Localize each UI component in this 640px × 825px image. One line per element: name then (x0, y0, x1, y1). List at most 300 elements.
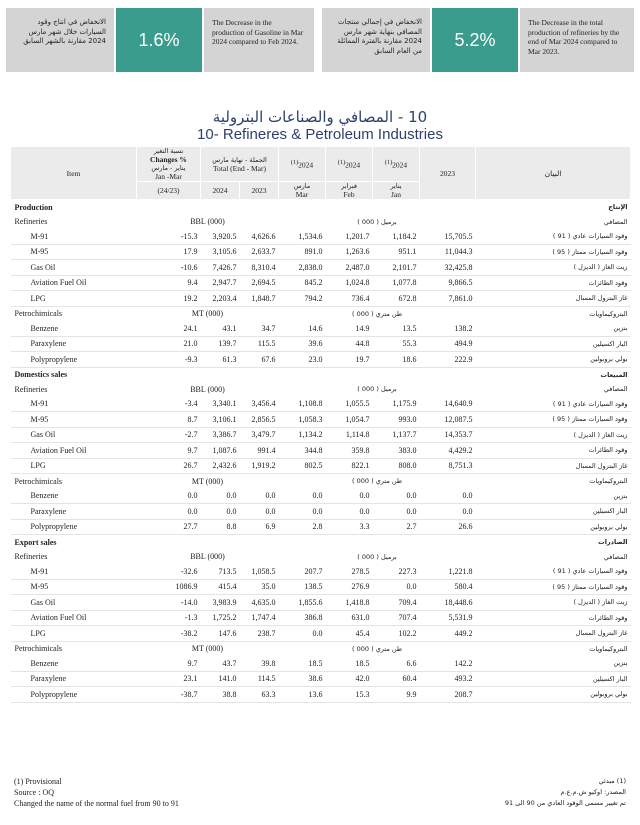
row-value: 238.7 (240, 626, 279, 642)
row-label-arabic: البار اكسيلين (476, 336, 631, 352)
row-value: 1,108.8 (279, 397, 326, 412)
group-row (11, 306, 631, 321)
table-row (11, 595, 631, 611)
group-title: Petrochimicals (14, 309, 63, 319)
row-value: 1,024.8 (326, 275, 373, 291)
row-value: 0.0 (326, 489, 373, 504)
row-value: 17.9 (137, 244, 201, 260)
row-label: Polypropylene (11, 687, 137, 703)
row-value: 147.6 (201, 626, 240, 642)
row-value: 4,626.6 (240, 229, 279, 244)
row-label: Polypropylene (11, 352, 137, 368)
group-unit-arabic: طن متري ( 000 ) (352, 309, 403, 318)
row-value: 9.7 (137, 656, 201, 671)
row-value: 142.2 (420, 656, 476, 671)
header-total-2023: 2023 (240, 182, 279, 200)
row-value: 13.5 (373, 321, 420, 336)
row-value: 580.4 (420, 579, 476, 595)
table-row (11, 579, 631, 595)
row-label-arabic: بنزين (476, 489, 631, 504)
row-value: 2,838.0 (279, 260, 326, 276)
row-value: 1,077.8 (373, 275, 420, 291)
row-value: 19.7 (326, 352, 373, 368)
row-value: 3,105.6 (201, 244, 240, 260)
row-value: 709.4 (373, 595, 420, 611)
row-value: 27.7 (137, 519, 201, 535)
row-value: 35.0 (240, 579, 279, 595)
row-value: 1,058.3 (279, 412, 326, 428)
row-value: 8.8 (201, 519, 240, 535)
row-label-arabic: وقود السيارات ممتاز ( 95 ) (476, 579, 631, 595)
table-row (11, 275, 631, 291)
row-value: -15.3 (137, 229, 201, 244)
row-value: 845.2 (279, 275, 326, 291)
row-value: 13.6 (279, 687, 326, 703)
row-value: 2.7 (373, 519, 420, 535)
row-label: Benzene (11, 321, 137, 336)
row-value: 9.9 (373, 687, 420, 703)
row-label-arabic: وقود الطائرات (476, 275, 631, 291)
row-value: 1,725.2 (201, 610, 240, 626)
table-row (11, 244, 631, 260)
table-row (11, 458, 631, 474)
row-value: 2,856.5 (240, 412, 279, 428)
row-value: 0.0 (137, 489, 201, 504)
row-value: 2,432.6 (201, 458, 240, 474)
group-title: Refineries (14, 384, 48, 394)
section-title-arabic: الصادرات (598, 538, 628, 547)
footnote-provisional-arabic: (1) مبدئي (598, 777, 626, 785)
header-feb: فبراير Feb (326, 182, 373, 200)
row-label-arabic: زيت الغاز ( الديزل ) (476, 595, 631, 611)
group-title: Refineries (14, 217, 48, 227)
row-value: 0.0 (373, 504, 420, 520)
row-value: 34.7 (240, 321, 279, 336)
table-body (11, 200, 631, 703)
row-value: 1,087.6 (201, 443, 240, 459)
row-value: 43.1 (201, 321, 240, 336)
row-label-arabic: بولي بروبولين (476, 352, 631, 368)
header-item-arabic: البيان (476, 147, 631, 200)
row-label: Paraxylene (11, 336, 137, 352)
group-unit-arabic: طن متري ( 000 ) (352, 477, 403, 486)
row-value: -32.6 (137, 564, 201, 579)
header-change-years: (24/23) (137, 182, 201, 200)
section-row (11, 367, 631, 382)
summary-banner (6, 8, 634, 72)
group-row (11, 474, 631, 489)
row-value: -2.7 (137, 427, 201, 443)
row-value: 38.8 (201, 687, 240, 703)
section-filler (137, 200, 476, 215)
row-label: LPG (11, 458, 137, 474)
row-value: 0.0 (279, 489, 326, 504)
row-value: 2.8 (279, 519, 326, 535)
row-label-arabic: غاز البترول المسال (476, 291, 631, 307)
row-label: Gas Oil (11, 427, 137, 443)
section-title: Export sales (14, 537, 57, 547)
row-value: 3,920.5 (201, 229, 240, 244)
row-label: M-91 (11, 229, 137, 244)
row-value: 386.8 (279, 610, 326, 626)
row-value: 3,983.9 (201, 595, 240, 611)
row-label-arabic: بولي بروبولين (476, 519, 631, 535)
row-value: 2,633.7 (240, 244, 279, 260)
row-value: 23.1 (137, 671, 201, 687)
row-label: M-95 (11, 579, 137, 595)
row-label-arabic: وقود السيارات ممتاز ( 95 ) (476, 244, 631, 260)
row-value: 1,418.8 (326, 595, 373, 611)
row-value: 707.4 (373, 610, 420, 626)
row-value: 1,175.9 (373, 397, 420, 412)
row-label-arabic: وقود السيارات عادي ( 91 ) (476, 229, 631, 244)
row-label-arabic: وقود السيارات عادي ( 91 ) (476, 564, 631, 579)
row-value: 227.3 (373, 564, 420, 579)
row-value: 1,134.2 (279, 427, 326, 443)
row-value: 1,263.6 (326, 244, 373, 260)
row-value: 8,310.4 (240, 260, 279, 276)
row-label: M-91 (11, 397, 137, 412)
row-value: 102.2 (373, 626, 420, 642)
row-value: 207.7 (279, 564, 326, 579)
table-row (11, 504, 631, 520)
row-label: M-95 (11, 244, 137, 260)
row-value: 1,055.5 (326, 397, 373, 412)
row-value: 4,635.0 (240, 595, 279, 611)
table-row (11, 229, 631, 244)
row-value: 794.2 (279, 291, 326, 307)
row-value: 138.2 (420, 321, 476, 336)
header-jan-year: $^{(1)}$2024 (373, 147, 420, 182)
row-label: Benzene (11, 489, 137, 504)
group-title-arabic: البتروكيماويات (589, 644, 628, 653)
table-row (11, 610, 631, 626)
group-unit: BBL (000) (190, 384, 225, 394)
row-value: -9.3 (137, 352, 201, 368)
row-label: Gas Oil (11, 595, 137, 611)
row-label: M-95 (11, 412, 137, 428)
row-value: 0.0 (240, 489, 279, 504)
row-value: 3,456.4 (240, 397, 279, 412)
row-value: 1,848.7 (240, 291, 279, 307)
row-value: -1.3 (137, 610, 201, 626)
row-value: 39.8 (240, 656, 279, 671)
row-label: LPG (11, 626, 137, 642)
row-value: 0.0 (420, 489, 476, 504)
row-label-arabic: وقود السيارات ممتاز ( 95 ) (476, 412, 631, 428)
row-value: 9.7 (137, 443, 201, 459)
row-value: -38.7 (137, 687, 201, 703)
row-value: 951.1 (373, 244, 420, 260)
row-value: 1,054.7 (326, 412, 373, 428)
row-label-arabic: بنزين (476, 321, 631, 336)
group-unit: MT (000) (191, 476, 224, 486)
row-value: 18,448.6 (420, 595, 476, 611)
group-title-arabic: المصافي (603, 552, 628, 561)
row-value: 0.0 (373, 579, 420, 595)
row-value: 9.4 (137, 275, 201, 291)
row-value: 891.0 (279, 244, 326, 260)
table-row (11, 687, 631, 703)
header-feb-year: $^{(1)}$2024 (326, 147, 373, 182)
row-value: 0.0 (240, 504, 279, 520)
row-value: 278.5 (326, 564, 373, 579)
row-value: 494.9 (420, 336, 476, 352)
row-value: 19.2 (137, 291, 201, 307)
row-value: 32,425.8 (420, 260, 476, 276)
header-total: الجملة - نهاية مارس Total (End - Mar) (201, 147, 279, 182)
table-row (11, 443, 631, 459)
row-value: 14.9 (326, 321, 373, 336)
table-row (11, 260, 631, 276)
banner-right-percentage: 5.2% (432, 8, 518, 72)
row-value: -10.6 (137, 260, 201, 276)
table-row (11, 291, 631, 307)
row-label-arabic: البار اكسيلين (476, 504, 631, 520)
row-value: 14,353.7 (420, 427, 476, 443)
row-value: 1,747.4 (240, 610, 279, 626)
row-value: 672.8 (373, 291, 420, 307)
row-value: 26.6 (420, 519, 476, 535)
table-row (11, 519, 631, 535)
group-unit: BBL (000) (190, 217, 225, 227)
row-value: 802.5 (279, 458, 326, 474)
section-title: Production (14, 202, 53, 212)
row-value: 449.2 (420, 626, 476, 642)
row-value: 55.3 (373, 336, 420, 352)
row-label: Polypropylene (11, 519, 137, 535)
row-value: 1,221.8 (420, 564, 476, 579)
row-label-arabic: زيت الغاز ( الديزل ) (476, 427, 631, 443)
row-value: 6.9 (240, 519, 279, 535)
group-title-arabic: المصافي (603, 217, 628, 226)
row-value: 344.8 (279, 443, 326, 459)
group-title-arabic: البتروكيماويات (589, 477, 628, 486)
row-value: 0.0 (201, 489, 240, 504)
row-value: 2,487.0 (326, 260, 373, 276)
group-row (11, 641, 631, 656)
row-value: 6.6 (373, 656, 420, 671)
table-row (11, 427, 631, 443)
row-label-arabic: غاز البترول المسال (476, 458, 631, 474)
section-title-arabic: المبيعات (600, 370, 628, 379)
row-value: 67.6 (240, 352, 279, 368)
row-value: 208.7 (420, 687, 476, 703)
row-label: Paraxylene (11, 671, 137, 687)
row-value: 3,386.7 (201, 427, 240, 443)
row-value: 61.3 (201, 352, 240, 368)
row-value: 1,058.5 (240, 564, 279, 579)
row-value: 3,479.7 (240, 427, 279, 443)
row-value: -38.2 (137, 626, 201, 642)
row-value: 4,429.2 (420, 443, 476, 459)
row-value: 18.5 (326, 656, 373, 671)
row-value: 14.6 (279, 321, 326, 336)
row-value: 115.5 (240, 336, 279, 352)
row-value: 0.0 (420, 504, 476, 520)
row-value: 991.4 (240, 443, 279, 459)
row-value: 9,866.5 (420, 275, 476, 291)
row-value: 0.0 (373, 489, 420, 504)
row-value: 138.5 (279, 579, 326, 595)
header-mar-year: $^{(1)}$2024 (279, 147, 326, 182)
row-value: 631.0 (326, 610, 373, 626)
group-title: Refineries (14, 552, 48, 562)
section-filler (137, 367, 476, 382)
section-row (11, 535, 631, 550)
row-value: 2,101.7 (373, 260, 420, 276)
header-2023: 2023 (420, 147, 476, 200)
section-row (11, 200, 631, 215)
group-title-arabic: البتروكيماويات (589, 309, 628, 318)
row-label: Aviation Fuel Oil (11, 275, 137, 291)
row-value: 7,861.0 (420, 291, 476, 307)
row-value: 8.7 (137, 412, 201, 428)
footnote-source: Source : OQ (14, 788, 54, 797)
banner-right-english: The Decrease in the total production of refineries by the end of Mar 2024 compared to Mar 2023. (520, 8, 634, 72)
row-value: 1,201.7 (326, 229, 373, 244)
group-title: Petrochimicals (14, 644, 63, 654)
row-label-arabic: بولي بروبولين (476, 687, 631, 703)
row-value: 7,426.7 (201, 260, 240, 276)
row-label: M-91 (11, 564, 137, 579)
row-value: 1,114.8 (326, 427, 373, 443)
row-value: 822.1 (326, 458, 373, 474)
row-label: Benzene (11, 656, 137, 671)
group-unit: MT (000) (191, 309, 224, 319)
row-value: 2,947.7 (201, 275, 240, 291)
table-row (11, 656, 631, 671)
header-mar: مارس Mar (279, 182, 326, 200)
row-label-arabic: بنزين (476, 656, 631, 671)
row-value: 0.0 (201, 504, 240, 520)
group-row (11, 382, 631, 397)
page-title-arabic: 10 - المصافي والصناعات البترولية (212, 108, 428, 126)
row-value: 1,534.6 (279, 229, 326, 244)
row-value: 8,751.3 (420, 458, 476, 474)
group-unit: MT (000) (191, 644, 224, 654)
row-value: 21.0 (137, 336, 201, 352)
row-label-arabic: وقود الطائرات (476, 610, 631, 626)
row-value: 0.0 (137, 504, 201, 520)
row-value: 39.6 (279, 336, 326, 352)
row-label-arabic: وقود السيارات عادي ( 91 ) (476, 397, 631, 412)
table-row (11, 564, 631, 579)
table-row (11, 671, 631, 687)
group-unit-arabic: برميل ( 000 ) (357, 385, 397, 394)
footnote-provisional: (1) Provisional (14, 777, 62, 786)
row-value: 2,203.4 (201, 291, 240, 307)
row-value: 44.8 (326, 336, 373, 352)
row-value: 493.2 (420, 671, 476, 687)
row-value: 15,705.5 (420, 229, 476, 244)
row-value: 2,694.5 (240, 275, 279, 291)
footnote-change-arabic: تم تغيير مسمى الوقود العادي من 90 الى 91 (504, 799, 626, 807)
group-unit-arabic: برميل ( 000 ) (357, 217, 397, 226)
row-value: 43.7 (201, 656, 240, 671)
section-title: Domestics sales (14, 370, 68, 380)
row-value: 808.0 (373, 458, 420, 474)
page-title-english: 10- Refineres & Petroleum Industries (197, 126, 443, 143)
row-value: 12,087.5 (420, 412, 476, 428)
row-value: 0.0 (279, 626, 326, 642)
row-value: 993.0 (373, 412, 420, 428)
row-value: 0.0 (326, 504, 373, 520)
table-row (11, 412, 631, 428)
table-row (11, 489, 631, 504)
row-label-arabic: وقود الطائرات (476, 443, 631, 459)
row-value: 38.6 (279, 671, 326, 687)
row-value: 1,137.7 (373, 427, 420, 443)
row-value: 18.5 (279, 656, 326, 671)
row-value: 11,044.3 (420, 244, 476, 260)
table-row (11, 321, 631, 336)
table-row (11, 336, 631, 352)
row-value: 15.3 (326, 687, 373, 703)
row-value: 1,919.2 (240, 458, 279, 474)
row-value: -3.4 (137, 397, 201, 412)
row-value: 276.9 (326, 579, 373, 595)
row-value: 736.4 (326, 291, 373, 307)
row-value: 60.4 (373, 671, 420, 687)
row-value: 114.5 (240, 671, 279, 687)
banner-left-english: The Decrease in the production of Gasoline in Mar 2024 compared to Feb 2024. (204, 8, 314, 72)
table-row (11, 397, 631, 412)
row-label: Aviation Fuel Oil (11, 610, 137, 626)
header-item: Item (11, 147, 137, 200)
row-value: 1086.9 (137, 579, 201, 595)
banner-left-arabic: الانخفاض في انتاج وقود السيارات خلال شهر مارس 2024 مقارنة بالشهر السابق (6, 8, 114, 72)
row-value: 23.0 (279, 352, 326, 368)
row-value: 3,106.1 (201, 412, 240, 428)
row-value: 45.4 (326, 626, 373, 642)
row-label-arabic: غاز البترول المسال (476, 626, 631, 642)
header-total-2024: 2024 (201, 182, 240, 200)
table-row (11, 352, 631, 368)
group-title: Petrochimicals (14, 476, 63, 486)
row-value: 63.3 (240, 687, 279, 703)
row-label: Paraxylene (11, 504, 137, 520)
row-value: 139.7 (201, 336, 240, 352)
group-row (11, 215, 631, 230)
row-value: 26.7 (137, 458, 201, 474)
row-value: 222.9 (420, 352, 476, 368)
group-unit-arabic: برميل ( 000 ) (357, 552, 397, 561)
row-value: 141.0 (201, 671, 240, 687)
row-label-arabic: زيت الغاز ( الديزل ) (476, 260, 631, 276)
group-row (11, 550, 631, 565)
row-value: 359.8 (326, 443, 373, 459)
row-value: 42.0 (326, 671, 373, 687)
row-value: -14.0 (137, 595, 201, 611)
section-filler (137, 535, 476, 550)
row-value: 1,855.6 (279, 595, 326, 611)
header-change: نسبة التغير Changes % يناير - مارس Jan -Mar (137, 147, 201, 182)
table-row (11, 626, 631, 642)
row-value: 713.5 (201, 564, 240, 579)
row-label: Gas Oil (11, 260, 137, 276)
refineries-table (10, 146, 631, 703)
row-value: 5,531.9 (420, 610, 476, 626)
section-title-arabic: الإنتاج (608, 203, 628, 212)
row-label: Aviation Fuel Oil (11, 443, 137, 459)
row-value: 1,184.2 (373, 229, 420, 244)
footnote-source-arabic: المصدر: اوكيو ش.م.ع.م (560, 788, 626, 796)
row-value: 3.3 (326, 519, 373, 535)
banner-right-arabic: الانخفاض في إجمالي منتجات المصافي بنهاية شهر مارس 2024 مقارنة بالفترة المماثلة من العام السابق (322, 8, 430, 72)
header-jan: يناير Jan (373, 182, 420, 200)
banner-left-percentage: 1.6% (116, 8, 202, 72)
